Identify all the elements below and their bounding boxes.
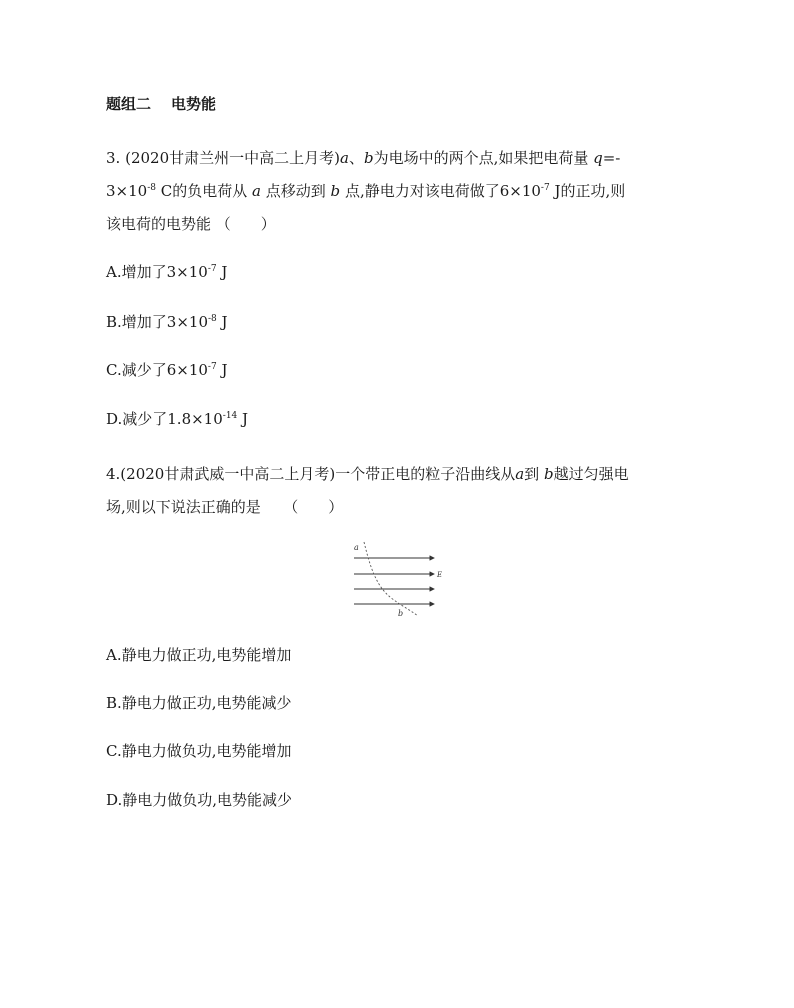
label-E: E bbox=[437, 571, 443, 579]
question-4-line-1: 4.(2020甘肃武威一中高二上月考)一个带正电的粒子沿曲线从a到 b越过匀强电 bbox=[106, 465, 629, 483]
section-title bbox=[106, 94, 216, 114]
question-4-option-d[interactable]: D.静电力做负功,电势能减少 bbox=[106, 791, 293, 809]
question-4-option-a[interactable]: A.静电力做正功,电势能增加 bbox=[106, 646, 292, 664]
question-4-option-b[interactable]: B.静电力做正功,电势能减少 bbox=[106, 694, 292, 712]
question-3-option-d[interactable]: D.减少了$1.8\times 10^{-14}$ J bbox=[106, 410, 249, 428]
question-3-option-a[interactable]: A.增加了$3\times 10^{-7}$ J bbox=[106, 263, 228, 281]
section-name: 电势能 bbox=[171, 95, 217, 113]
question-4-option-c[interactable]: C.静电力做负功,电势能增加 bbox=[106, 742, 292, 760]
question-3-option-b[interactable]: B.增加了$3\times 10^{-8}$ J bbox=[106, 313, 228, 331]
section-number: 题组二 bbox=[106, 95, 152, 113]
label-b: b bbox=[398, 609, 404, 618]
particle-trajectory bbox=[364, 542, 418, 616]
question-3-line-2: $3\times 10^{-8}$ C的负电荷从 a 点移动到 b 点,静电力对该电荷做了$6\times 10^{-7}$ J的正功,则 bbox=[106, 182, 626, 200]
question-4-line-2: 场,则以下说法正确的是 （ ） bbox=[106, 498, 344, 516]
question-3-option-c[interactable]: C.减少了$6\times 10^{-7}$ J bbox=[106, 361, 228, 379]
label-a: a bbox=[354, 543, 359, 552]
question-3-line-1: 3. (2020甘肃兰州一中高二上月考)a、b为电场中的两个点,如果把电荷量 q=- bbox=[106, 149, 621, 167]
question-3-line-3: 该电荷的电势能 （ ） bbox=[106, 215, 276, 233]
question-3-stem bbox=[106, 142, 625, 241]
electric-field-figure bbox=[348, 536, 448, 620]
question-4-stem bbox=[106, 458, 629, 524]
